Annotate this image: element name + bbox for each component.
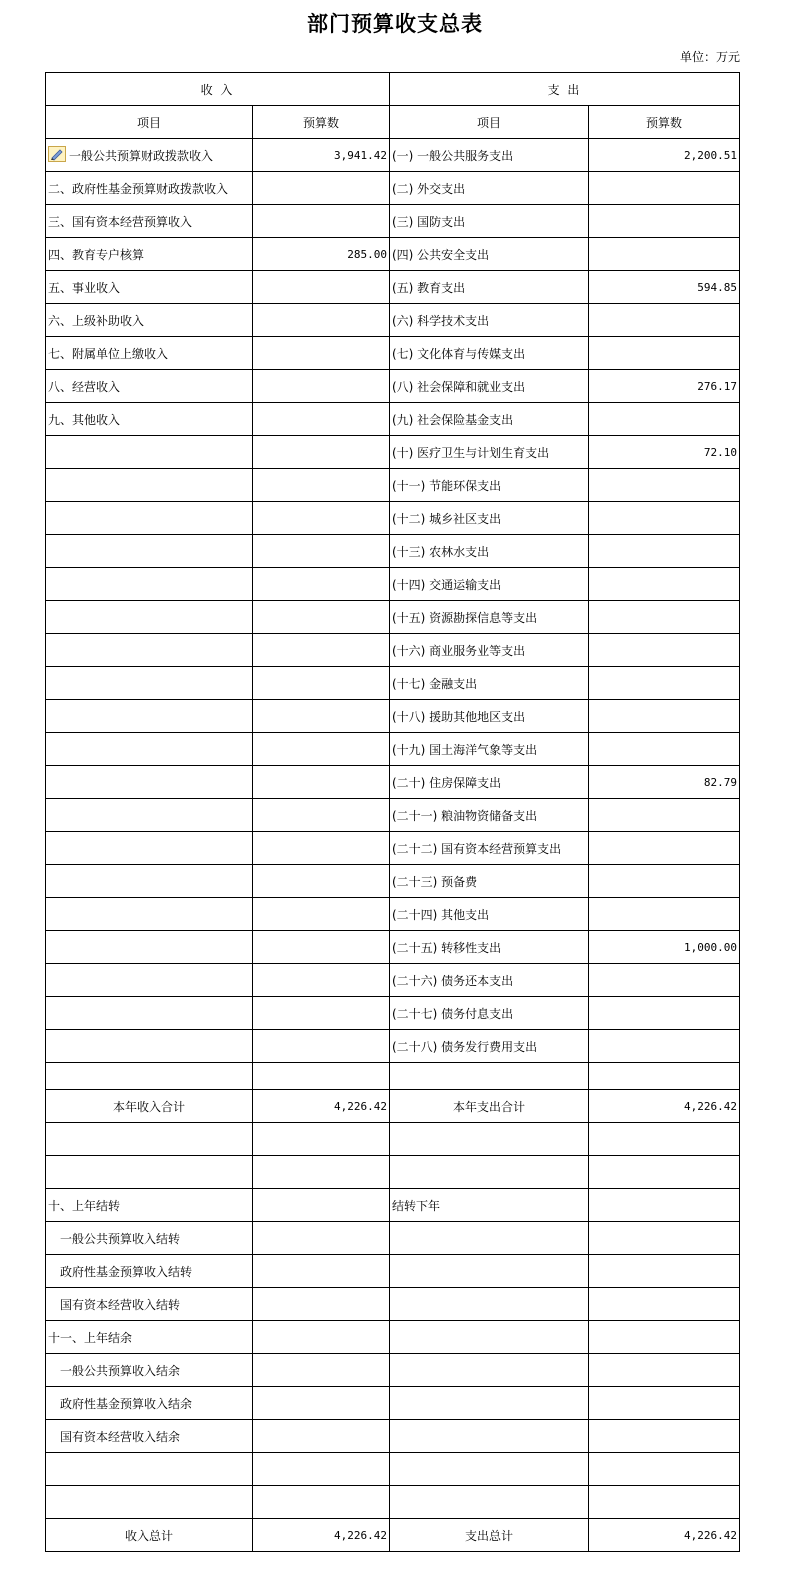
carry-income-item-cell: 十一、上年结余	[46, 1321, 253, 1354]
carry-income-value-cell	[253, 1420, 390, 1453]
income-value-cell	[253, 469, 390, 502]
income-item-cell	[46, 436, 253, 469]
expense-item-cell: (八) 社会保障和就业支出	[390, 370, 589, 403]
expense-value-cell	[589, 172, 740, 205]
expense-year-total-label: 本年支出合计	[390, 1090, 589, 1123]
carry-expense-item-cell: 结转下年	[390, 1189, 589, 1222]
income-item-label: 二、政府性基金预算财政拨款收入	[48, 181, 229, 196]
budget-table	[45, 72, 740, 1552]
carry-expense-value-cell	[589, 1255, 740, 1288]
expense-value-cell: 276.17	[589, 370, 740, 403]
income-item-label: 八、经营收入	[48, 379, 121, 394]
income-budget-header: 预算数	[253, 106, 390, 139]
table-row	[46, 370, 740, 403]
expense-item-header: 项目	[390, 106, 589, 139]
table-row	[46, 271, 740, 304]
carry-income-value-cell	[253, 1288, 390, 1321]
income-item-cell	[46, 370, 253, 403]
carry-expense-item-cell	[390, 1255, 589, 1288]
income-grand-total-label: 收入总计	[46, 1519, 253, 1552]
expense-item-cell: (三) 国防支出	[390, 205, 589, 238]
expense-value-cell	[589, 898, 740, 931]
income-item-cell	[46, 271, 253, 304]
table-row	[46, 469, 740, 502]
expense-value-cell	[589, 733, 740, 766]
expense-item-cell: (二十一) 粮油物资储备支出	[390, 799, 589, 832]
carry-expense-item-cell	[390, 1387, 589, 1420]
expense-value-cell	[589, 964, 740, 997]
expense-value-cell: 1,000.00	[589, 931, 740, 964]
income-value-cell	[253, 931, 390, 964]
income-item-cell	[46, 997, 253, 1030]
carry-row	[46, 1354, 740, 1387]
carry-income-value-cell	[253, 1387, 390, 1420]
table-row	[46, 304, 740, 337]
expense-item-cell: (十五) 资源勘探信息等支出	[390, 601, 589, 634]
income-item-cell	[46, 238, 253, 271]
income-value-cell	[253, 271, 390, 304]
income-item-cell	[46, 172, 253, 205]
income-grand-total-value: 4,226.42	[253, 1519, 390, 1552]
grand-total-row	[46, 1519, 740, 1552]
carry-row	[46, 1255, 740, 1288]
expense-value-cell	[589, 502, 740, 535]
expense-item-cell: (二十七) 债务付息支出	[390, 997, 589, 1030]
expense-item-cell: (五) 教育支出	[390, 271, 589, 304]
carry-expense-item-cell	[390, 1222, 589, 1255]
income-item-cell	[46, 634, 253, 667]
expense-value-cell	[589, 568, 740, 601]
blank-cell	[253, 1453, 390, 1486]
edit-note-icon[interactable]	[48, 146, 66, 162]
table-row	[46, 568, 740, 601]
expense-value-cell	[589, 997, 740, 1030]
expense-value-cell: 594.85	[589, 271, 740, 304]
expense-item-cell: (二十三) 预备费	[390, 865, 589, 898]
blank-row	[46, 1453, 740, 1486]
income-item-label: 七、附属单位上缴收入	[48, 346, 169, 361]
blank-cell	[390, 1123, 589, 1156]
expense-item-cell: (十二) 城乡社区支出	[390, 502, 589, 535]
table-row	[46, 766, 740, 799]
expense-item-cell: (十四) 交通运输支出	[390, 568, 589, 601]
income-item-cell	[46, 700, 253, 733]
blank-row	[46, 1123, 740, 1156]
expense-item-cell: (二十六) 债务还本支出	[390, 964, 589, 997]
income-item-label: 三、国有资本经营预算收入	[48, 214, 193, 229]
expense-value-cell	[589, 799, 740, 832]
income-value-cell: 285.00	[253, 238, 390, 271]
expense-item-cell: (七) 文化体育与传媒支出	[390, 337, 589, 370]
expense-value-cell	[589, 865, 740, 898]
blank-row	[46, 1486, 740, 1519]
income-value-cell	[253, 832, 390, 865]
carry-row	[46, 1189, 740, 1222]
table-row	[46, 931, 740, 964]
unit-label: 单位：万元	[679, 50, 740, 64]
blank-cell	[46, 1486, 253, 1519]
income-value-cell	[253, 898, 390, 931]
income-value-cell	[253, 865, 390, 898]
expense-value-cell	[589, 205, 740, 238]
table-row	[46, 535, 740, 568]
expense-item-cell: (二十二) 国有资本经营预算支出	[390, 832, 589, 865]
income-value-cell	[253, 601, 390, 634]
expense-value-cell	[589, 700, 740, 733]
income-item-cell	[46, 568, 253, 601]
expense-item-cell: (十九) 国土海洋气象等支出	[390, 733, 589, 766]
expense-value-cell	[589, 304, 740, 337]
income-item-header: 项目	[46, 106, 253, 139]
carry-expense-item-cell	[390, 1321, 589, 1354]
blank-cell	[589, 1063, 740, 1090]
income-value-cell	[253, 634, 390, 667]
income-header: 收 入	[46, 73, 390, 106]
blank-row	[46, 1156, 740, 1189]
carry-income-value-cell	[253, 1222, 390, 1255]
table-row	[46, 1030, 740, 1063]
income-value-cell	[253, 436, 390, 469]
income-item-cell	[46, 766, 253, 799]
income-item-cell	[46, 733, 253, 766]
carry-income-value-cell	[253, 1189, 390, 1222]
blank-cell	[390, 1063, 589, 1090]
blank-cell	[253, 1123, 390, 1156]
table-row	[46, 964, 740, 997]
blank-cell	[46, 1453, 253, 1486]
income-value-cell	[253, 205, 390, 238]
blank-cell	[46, 1156, 253, 1189]
carry-expense-value-cell	[589, 1387, 740, 1420]
carry-expense-item-cell	[390, 1420, 589, 1453]
expense-item-cell: (二十八) 债务发行费用支出	[390, 1030, 589, 1063]
carry-row	[46, 1222, 740, 1255]
expense-item-cell: (十六) 商业服务业等支出	[390, 634, 589, 667]
table-row	[46, 733, 740, 766]
blank-cell	[390, 1453, 589, 1486]
blank-cell	[253, 1486, 390, 1519]
expense-header: 支 出	[390, 73, 740, 106]
income-value-cell	[253, 337, 390, 370]
carry-income-value-cell	[253, 1321, 390, 1354]
income-value-cell	[253, 964, 390, 997]
header-row-columns	[46, 106, 740, 139]
income-item-cell	[46, 337, 253, 370]
income-value-cell	[253, 667, 390, 700]
expense-budget-header: 预算数	[589, 106, 740, 139]
income-value-cell	[253, 304, 390, 337]
carry-expense-value-cell	[589, 1354, 740, 1387]
carry-expense-value-cell	[589, 1189, 740, 1222]
income-item-cell	[46, 931, 253, 964]
income-item-cell	[46, 865, 253, 898]
expense-value-cell	[589, 832, 740, 865]
income-value-cell: 3,941.42	[253, 139, 390, 172]
carry-income-value-cell	[253, 1354, 390, 1387]
income-item-cell	[46, 667, 253, 700]
table-row	[46, 700, 740, 733]
expense-item-cell: (二十五) 转移性支出	[390, 931, 589, 964]
income-item-cell	[46, 898, 253, 931]
expense-item-cell: (二) 外交支出	[390, 172, 589, 205]
income-year-total-label: 本年收入合计	[46, 1090, 253, 1123]
blank-cell	[390, 1486, 589, 1519]
expense-value-cell: 82.79	[589, 766, 740, 799]
carry-income-item-cell: 国有资本经营收入结余	[46, 1420, 253, 1453]
expense-item-cell: (二十四) 其他支出	[390, 898, 589, 931]
carry-expense-value-cell	[589, 1288, 740, 1321]
income-value-cell	[253, 733, 390, 766]
expense-item-cell: (二十) 住房保障支出	[390, 766, 589, 799]
income-item-cell	[46, 403, 253, 436]
blank-cell	[589, 1156, 740, 1189]
income-value-cell	[253, 997, 390, 1030]
blank-cell	[46, 1123, 253, 1156]
expense-value-cell	[589, 337, 740, 370]
income-item-cell	[46, 832, 253, 865]
carry-income-item-cell: 政府性基金预算收入结转	[46, 1255, 253, 1288]
expense-value-cell	[589, 601, 740, 634]
income-value-cell	[253, 403, 390, 436]
table-row	[46, 667, 740, 700]
carry-row	[46, 1288, 740, 1321]
blank-cell	[390, 1156, 589, 1189]
table-row	[46, 865, 740, 898]
income-value-cell	[253, 502, 390, 535]
table-row	[46, 205, 740, 238]
expense-item-cell: (十八) 援助其他地区支出	[390, 700, 589, 733]
carry-income-item-cell: 一般公共预算收入结余	[46, 1354, 253, 1387]
expense-value-cell	[589, 469, 740, 502]
table-row	[46, 139, 740, 172]
carry-expense-item-cell	[390, 1288, 589, 1321]
income-item-cell	[46, 205, 253, 238]
income-item-label: 五、事业收入	[48, 280, 121, 295]
expense-item-cell: (一) 一般公共服务支出	[390, 139, 589, 172]
income-item-cell	[46, 304, 253, 337]
income-item-label: 六、上级补助收入	[48, 313, 145, 328]
expense-item-cell: (十一) 节能环保支出	[390, 469, 589, 502]
expense-grand-total-value: 4,226.42	[589, 1519, 740, 1552]
expense-value-cell	[589, 535, 740, 568]
carry-income-item-cell: 政府性基金预算收入结余	[46, 1387, 253, 1420]
carry-income-value-cell	[253, 1255, 390, 1288]
income-item-cell	[46, 964, 253, 997]
income-item-cell	[46, 139, 253, 172]
page-title: 部门预算收支总表	[307, 11, 483, 36]
blank-cell	[589, 1486, 740, 1519]
table-row	[46, 997, 740, 1030]
income-value-cell	[253, 172, 390, 205]
blank-cell	[589, 1123, 740, 1156]
table-row	[46, 898, 740, 931]
expense-grand-total-label: 支出总计	[390, 1519, 589, 1552]
expense-item-cell: (十) 医疗卫生与计划生育支出	[390, 436, 589, 469]
table-body	[46, 73, 740, 1552]
expense-year-total-value: 4,226.42	[589, 1090, 740, 1123]
table-row	[46, 436, 740, 469]
income-value-cell	[253, 1030, 390, 1063]
carry-income-item-cell: 一般公共预算收入结转	[46, 1222, 253, 1255]
income-item-cell	[46, 799, 253, 832]
expense-value-cell	[589, 238, 740, 271]
expense-value-cell	[589, 634, 740, 667]
table-row	[46, 403, 740, 436]
expense-value-cell	[589, 1030, 740, 1063]
blank-cell	[46, 1063, 253, 1090]
carry-expense-item-cell	[390, 1354, 589, 1387]
expense-value-cell: 72.10	[589, 436, 740, 469]
table-row	[46, 799, 740, 832]
table-row	[46, 238, 740, 271]
carry-income-item-cell: 国有资本经营收入结转	[46, 1288, 253, 1321]
carry-row	[46, 1321, 740, 1354]
table-row	[46, 601, 740, 634]
expense-value-cell	[589, 403, 740, 436]
table-row	[46, 337, 740, 370]
carry-row	[46, 1387, 740, 1420]
table-row	[46, 832, 740, 865]
income-value-cell	[253, 535, 390, 568]
income-value-cell	[253, 568, 390, 601]
income-item-label: 四、教育专户核算	[48, 247, 145, 262]
income-value-cell	[253, 370, 390, 403]
table-row	[46, 502, 740, 535]
income-item-cell	[46, 502, 253, 535]
carry-expense-value-cell	[589, 1321, 740, 1354]
income-item-cell	[46, 1030, 253, 1063]
carry-row	[46, 1420, 740, 1453]
expense-item-cell: (九) 社会保险基金支出	[390, 403, 589, 436]
expense-value-cell: 2,200.51	[589, 139, 740, 172]
blank-cell	[589, 1453, 740, 1486]
income-item-cell	[46, 601, 253, 634]
income-year-total-value: 4,226.42	[253, 1090, 390, 1123]
income-value-cell	[253, 799, 390, 832]
table-row	[46, 172, 740, 205]
expense-item-cell: (十三) 农林水支出	[390, 535, 589, 568]
expense-value-cell	[589, 667, 740, 700]
blank-cell	[253, 1063, 390, 1090]
carry-expense-value-cell	[589, 1222, 740, 1255]
year-total-row	[46, 1090, 740, 1123]
income-value-cell	[253, 766, 390, 799]
income-value-cell	[253, 700, 390, 733]
income-item-label: 一般公共预算财政拨款收入	[69, 149, 214, 163]
expense-item-cell: (六) 科学技术支出	[390, 304, 589, 337]
expense-item-cell: (十七) 金融支出	[390, 667, 589, 700]
carry-expense-value-cell	[589, 1420, 740, 1453]
table-row	[46, 634, 740, 667]
blank-row	[46, 1063, 740, 1090]
carry-income-item-cell: 十、上年结转	[46, 1189, 253, 1222]
income-item-cell	[46, 469, 253, 502]
header-row-main	[46, 73, 740, 106]
blank-cell	[253, 1156, 390, 1189]
expense-item-cell: (四) 公共安全支出	[390, 238, 589, 271]
income-item-label: 九、其他收入	[48, 412, 121, 427]
income-item-cell	[46, 535, 253, 568]
